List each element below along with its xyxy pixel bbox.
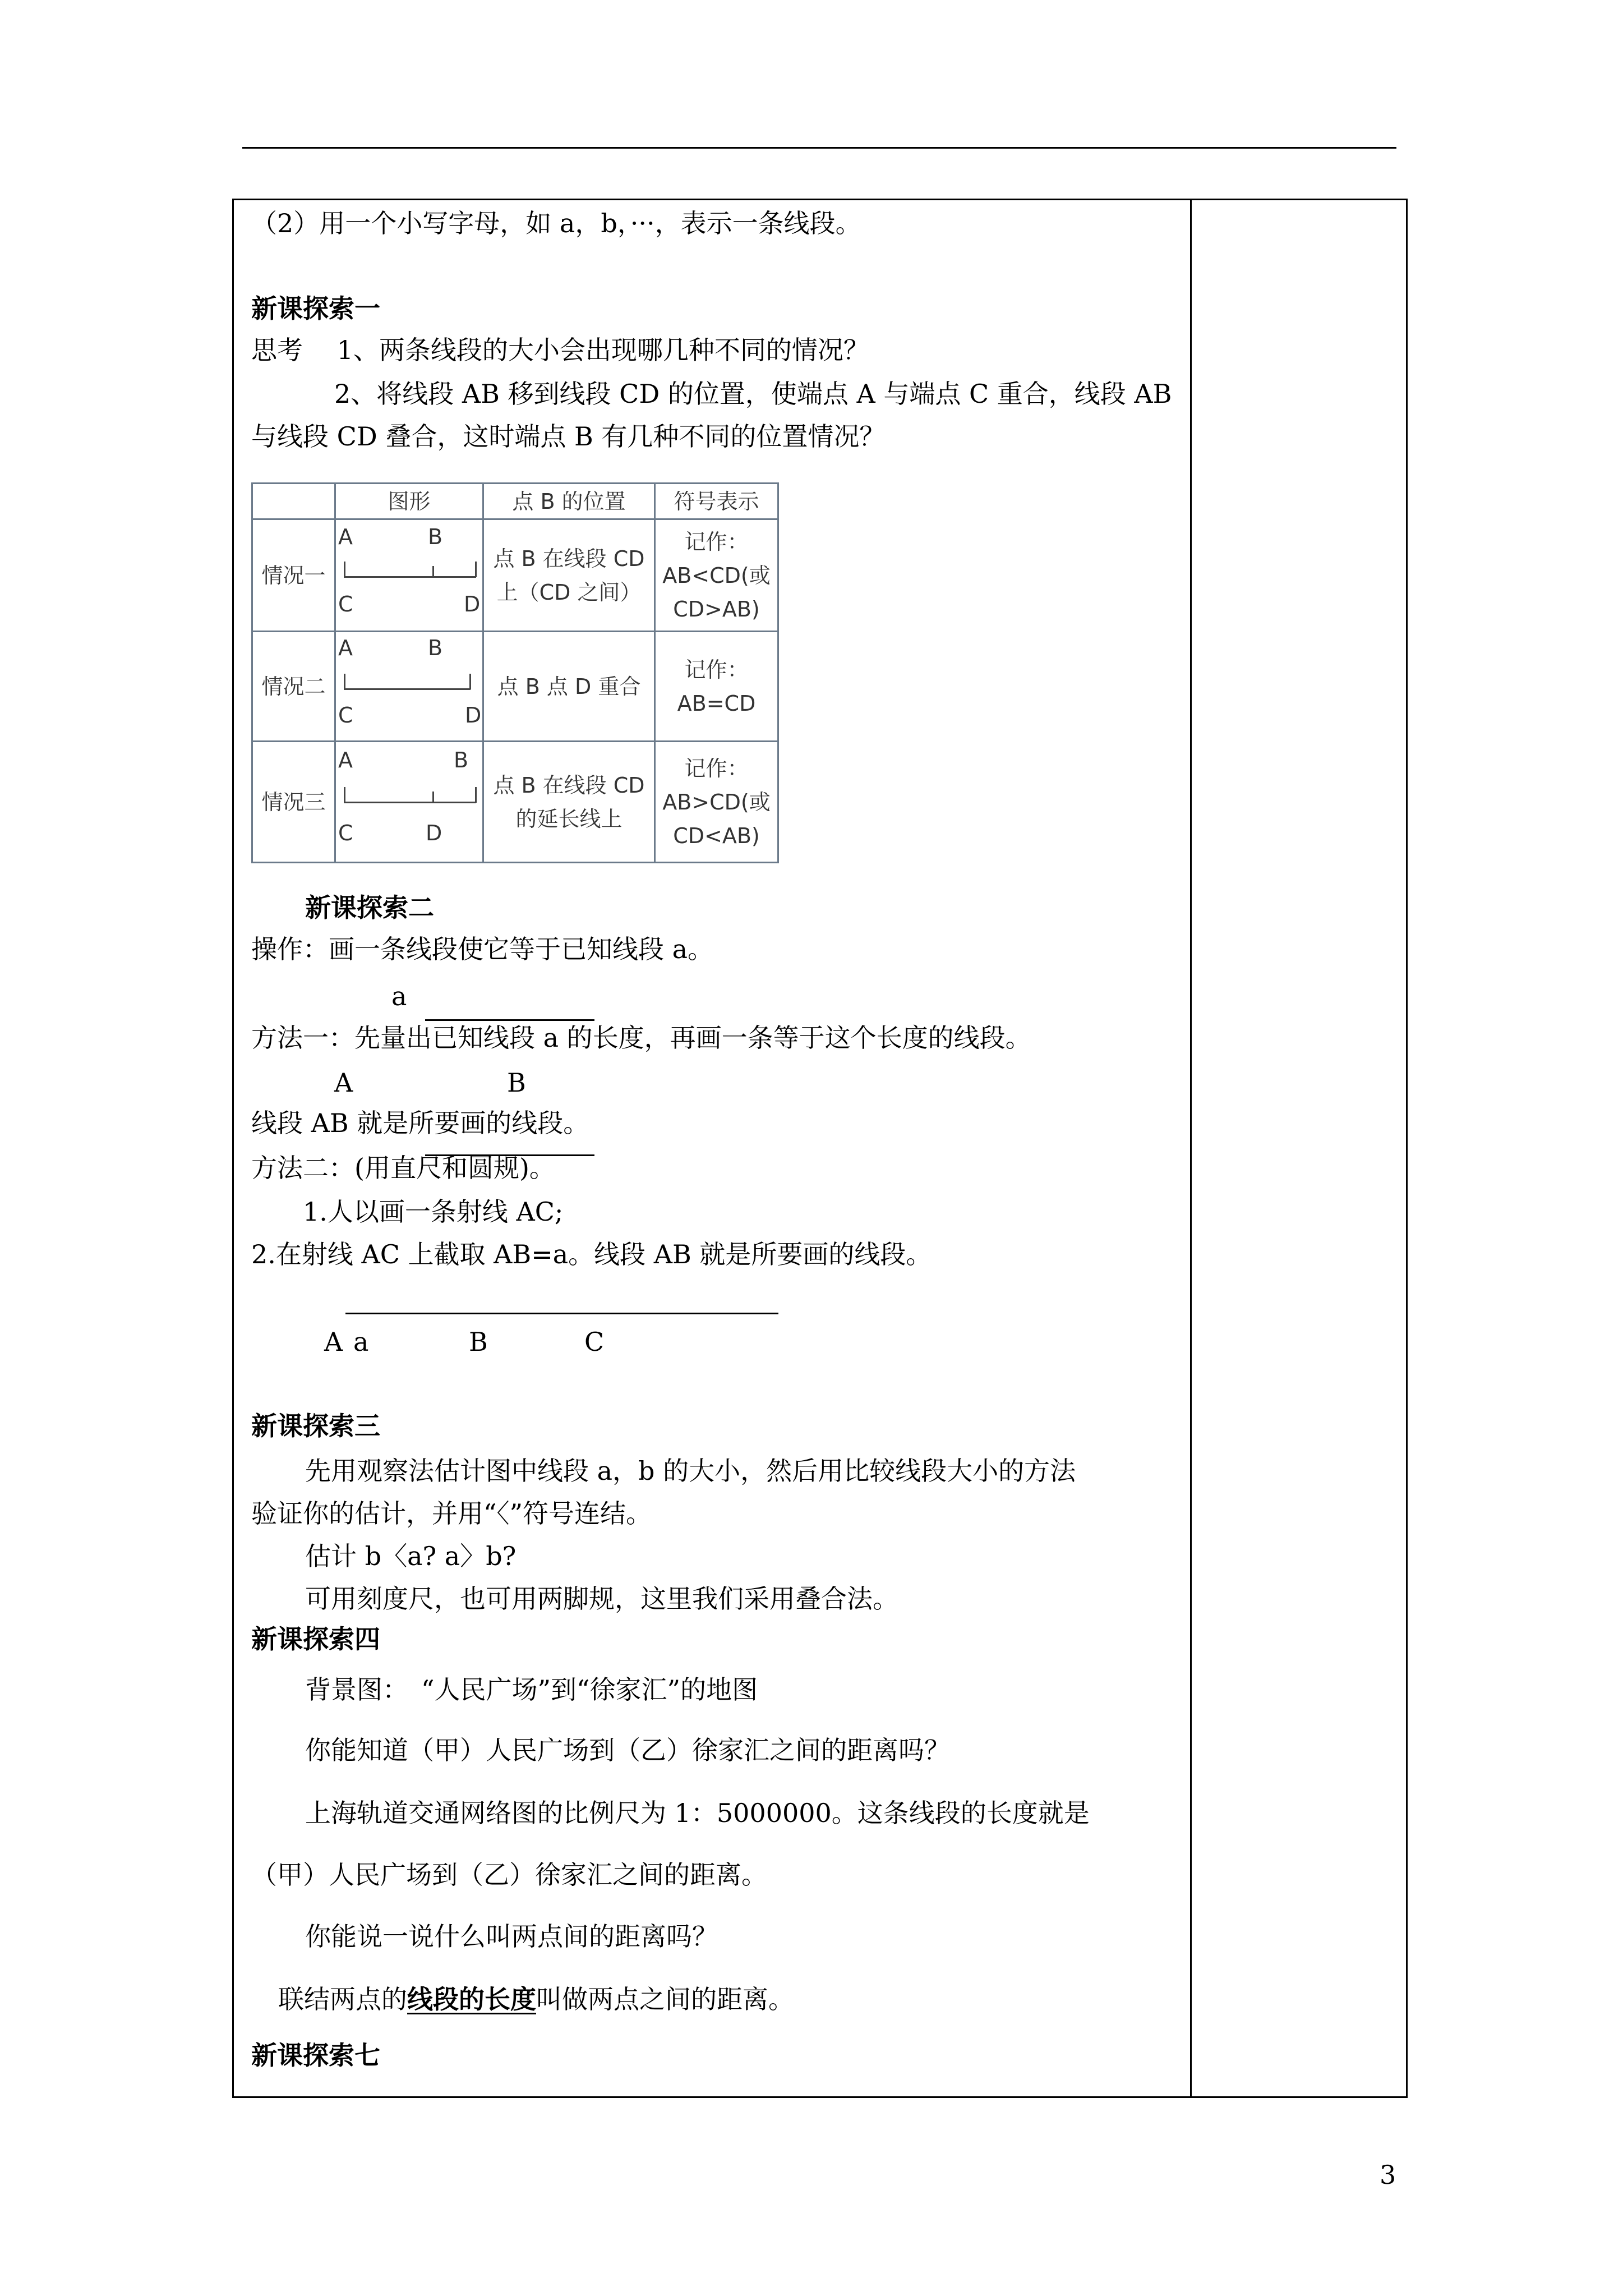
- segment-tick: [469, 674, 471, 689]
- scale-statement-2: （甲）人民广场到（乙）徐家汇之间的距离。: [251, 1860, 767, 1890]
- segment-tick: [475, 562, 477, 577]
- distance-question: 你能知道（甲）人民广场到（乙）徐家汇之间的距离吗？: [305, 1735, 950, 1765]
- case-name: 情况一: [252, 519, 335, 632]
- key-term: 线段的长度: [407, 1984, 536, 2014]
- point-d-label: D: [426, 821, 442, 845]
- case-position: 点 B 点 D 重合: [483, 632, 655, 742]
- think-question-2: 2、将线段 AB 移到线段 CD 的位置，使端点 A 与端点 C 重合，线段 AB: [334, 379, 1172, 409]
- segment-tick: [344, 674, 345, 689]
- case-figure: [335, 632, 483, 742]
- scale-statement-1: 上海轨道交通网络图的比例尺为 1：5000000。这条线段的长度就是: [305, 1798, 1090, 1828]
- segment-tick: [432, 566, 434, 577]
- point-a-label: A: [338, 524, 353, 549]
- explore-three-line-2: 验证你的估计，并用“〈”符号连结。: [251, 1498, 652, 1529]
- ray-label-a: a: [353, 1327, 369, 1357]
- point-c-label: C: [338, 821, 353, 845]
- header-rule: [242, 147, 1396, 149]
- case-symbol: 记作：AB=CD: [655, 632, 778, 742]
- step-one: 1.人以画一条射线 AC;: [303, 1197, 564, 1227]
- table-header-empty: [252, 484, 335, 519]
- think-question-1: 思考 1、两条线段的大小会出现哪几种不同的情况？: [251, 335, 869, 365]
- page-number: 3: [1380, 2160, 1396, 2190]
- position-comparison-table: [251, 482, 777, 862]
- background-map: 背景图： “人民广场”到“徐家汇”的地图: [305, 1674, 758, 1705]
- segment-tick: [475, 787, 477, 803]
- table-header-position: 点 B 的位置: [483, 484, 655, 519]
- notes-column-divider: [1190, 199, 1192, 2098]
- point-d-label: D: [465, 703, 482, 728]
- point-b-label: B: [428, 524, 443, 549]
- case-symbol: 记作：AB>CD(或 CD<AB): [655, 742, 778, 863]
- table-row: [252, 519, 778, 632]
- segment-tick: [432, 792, 434, 803]
- point-c-label: C: [338, 703, 353, 728]
- case-figure: [335, 519, 483, 632]
- point-b-label: B: [454, 748, 469, 772]
- section-heading-2: 新课探索二: [305, 892, 434, 923]
- point-c-label: C: [338, 592, 353, 616]
- case-figure: [335, 742, 483, 863]
- case-name: 情况三: [252, 742, 335, 863]
- step-two: 2.在射线 AC 上截取 AB=a。线段 AB 就是所要画的线段。: [251, 1239, 932, 1269]
- segment-line: [344, 576, 476, 578]
- ray-point-c: C: [584, 1327, 605, 1357]
- case-position: 点 B 在线段 CD 的延长线上: [483, 742, 655, 863]
- point-b-caption: B: [507, 1068, 526, 1098]
- method-one: 方法一：先量出已知线段 a 的长度，再画一条等于这个长度的线段。: [251, 1023, 1031, 1053]
- table-row: [252, 742, 778, 863]
- case-name: 情况二: [252, 632, 335, 742]
- explore-three-line-1: 先用观察法估计图中线段 a，b 的大小，然后用比较线段大小的方法: [305, 1456, 1076, 1486]
- explore-three-method: 可用刻度尺，也可用两脚规，这里我们采用叠合法。: [305, 1584, 898, 1614]
- point-d-label: D: [464, 592, 481, 616]
- intro-line: （2）用一个小写字母，如 a，b，···，表示一条线段。: [251, 208, 861, 238]
- segment-tick: [344, 787, 345, 803]
- ray-point-a: A: [324, 1327, 343, 1357]
- method-two: 方法二：(用直尺和圆规)。: [251, 1153, 555, 1183]
- point-b-label: B: [428, 636, 443, 660]
- operation-text: 操作：画一条线段使它等于已知线段 a。: [251, 934, 714, 964]
- case-symbol: 记作：AB<CD(或 CD>AB): [655, 519, 778, 632]
- table-header-symbol: 符号表示: [655, 484, 778, 519]
- ray-point-b: B: [469, 1327, 488, 1357]
- section-heading-1: 新课探索一: [251, 293, 380, 324]
- point-a-label: A: [338, 636, 353, 660]
- distance-definition: 联结两点的线段的长度叫做两点之间的距离。: [278, 1984, 794, 2014]
- table-header-figure: 图形: [335, 484, 483, 519]
- segment-line: [344, 688, 471, 690]
- think-question-2-cont: 与线段 CD 叠合，这时端点 B 有几种不同的位置情况？: [251, 421, 886, 452]
- explore-three-estimate: 估计 b〈a? a〉b?: [305, 1541, 517, 1571]
- segment-ab-result: 线段 AB 就是所要画的线段。: [251, 1108, 589, 1138]
- section-heading-7: 新课探索七: [251, 2040, 380, 2070]
- point-a-label: A: [338, 748, 353, 772]
- ray-ac: [345, 1313, 778, 1314]
- segment-tick: [344, 562, 345, 577]
- segment-line: [344, 802, 476, 803]
- segment-a-label: a: [391, 981, 407, 1011]
- table-row: [252, 632, 778, 742]
- section-heading-3: 新课探索三: [251, 1411, 380, 1441]
- point-a-caption: A: [334, 1068, 353, 1098]
- section-heading-4: 新课探索四: [251, 1624, 380, 1654]
- case-position: 点 B 在线段 CD 上（CD 之间）: [483, 519, 655, 632]
- definition-question: 你能说一说什么叫两点间的距离吗？: [305, 1921, 718, 1952]
